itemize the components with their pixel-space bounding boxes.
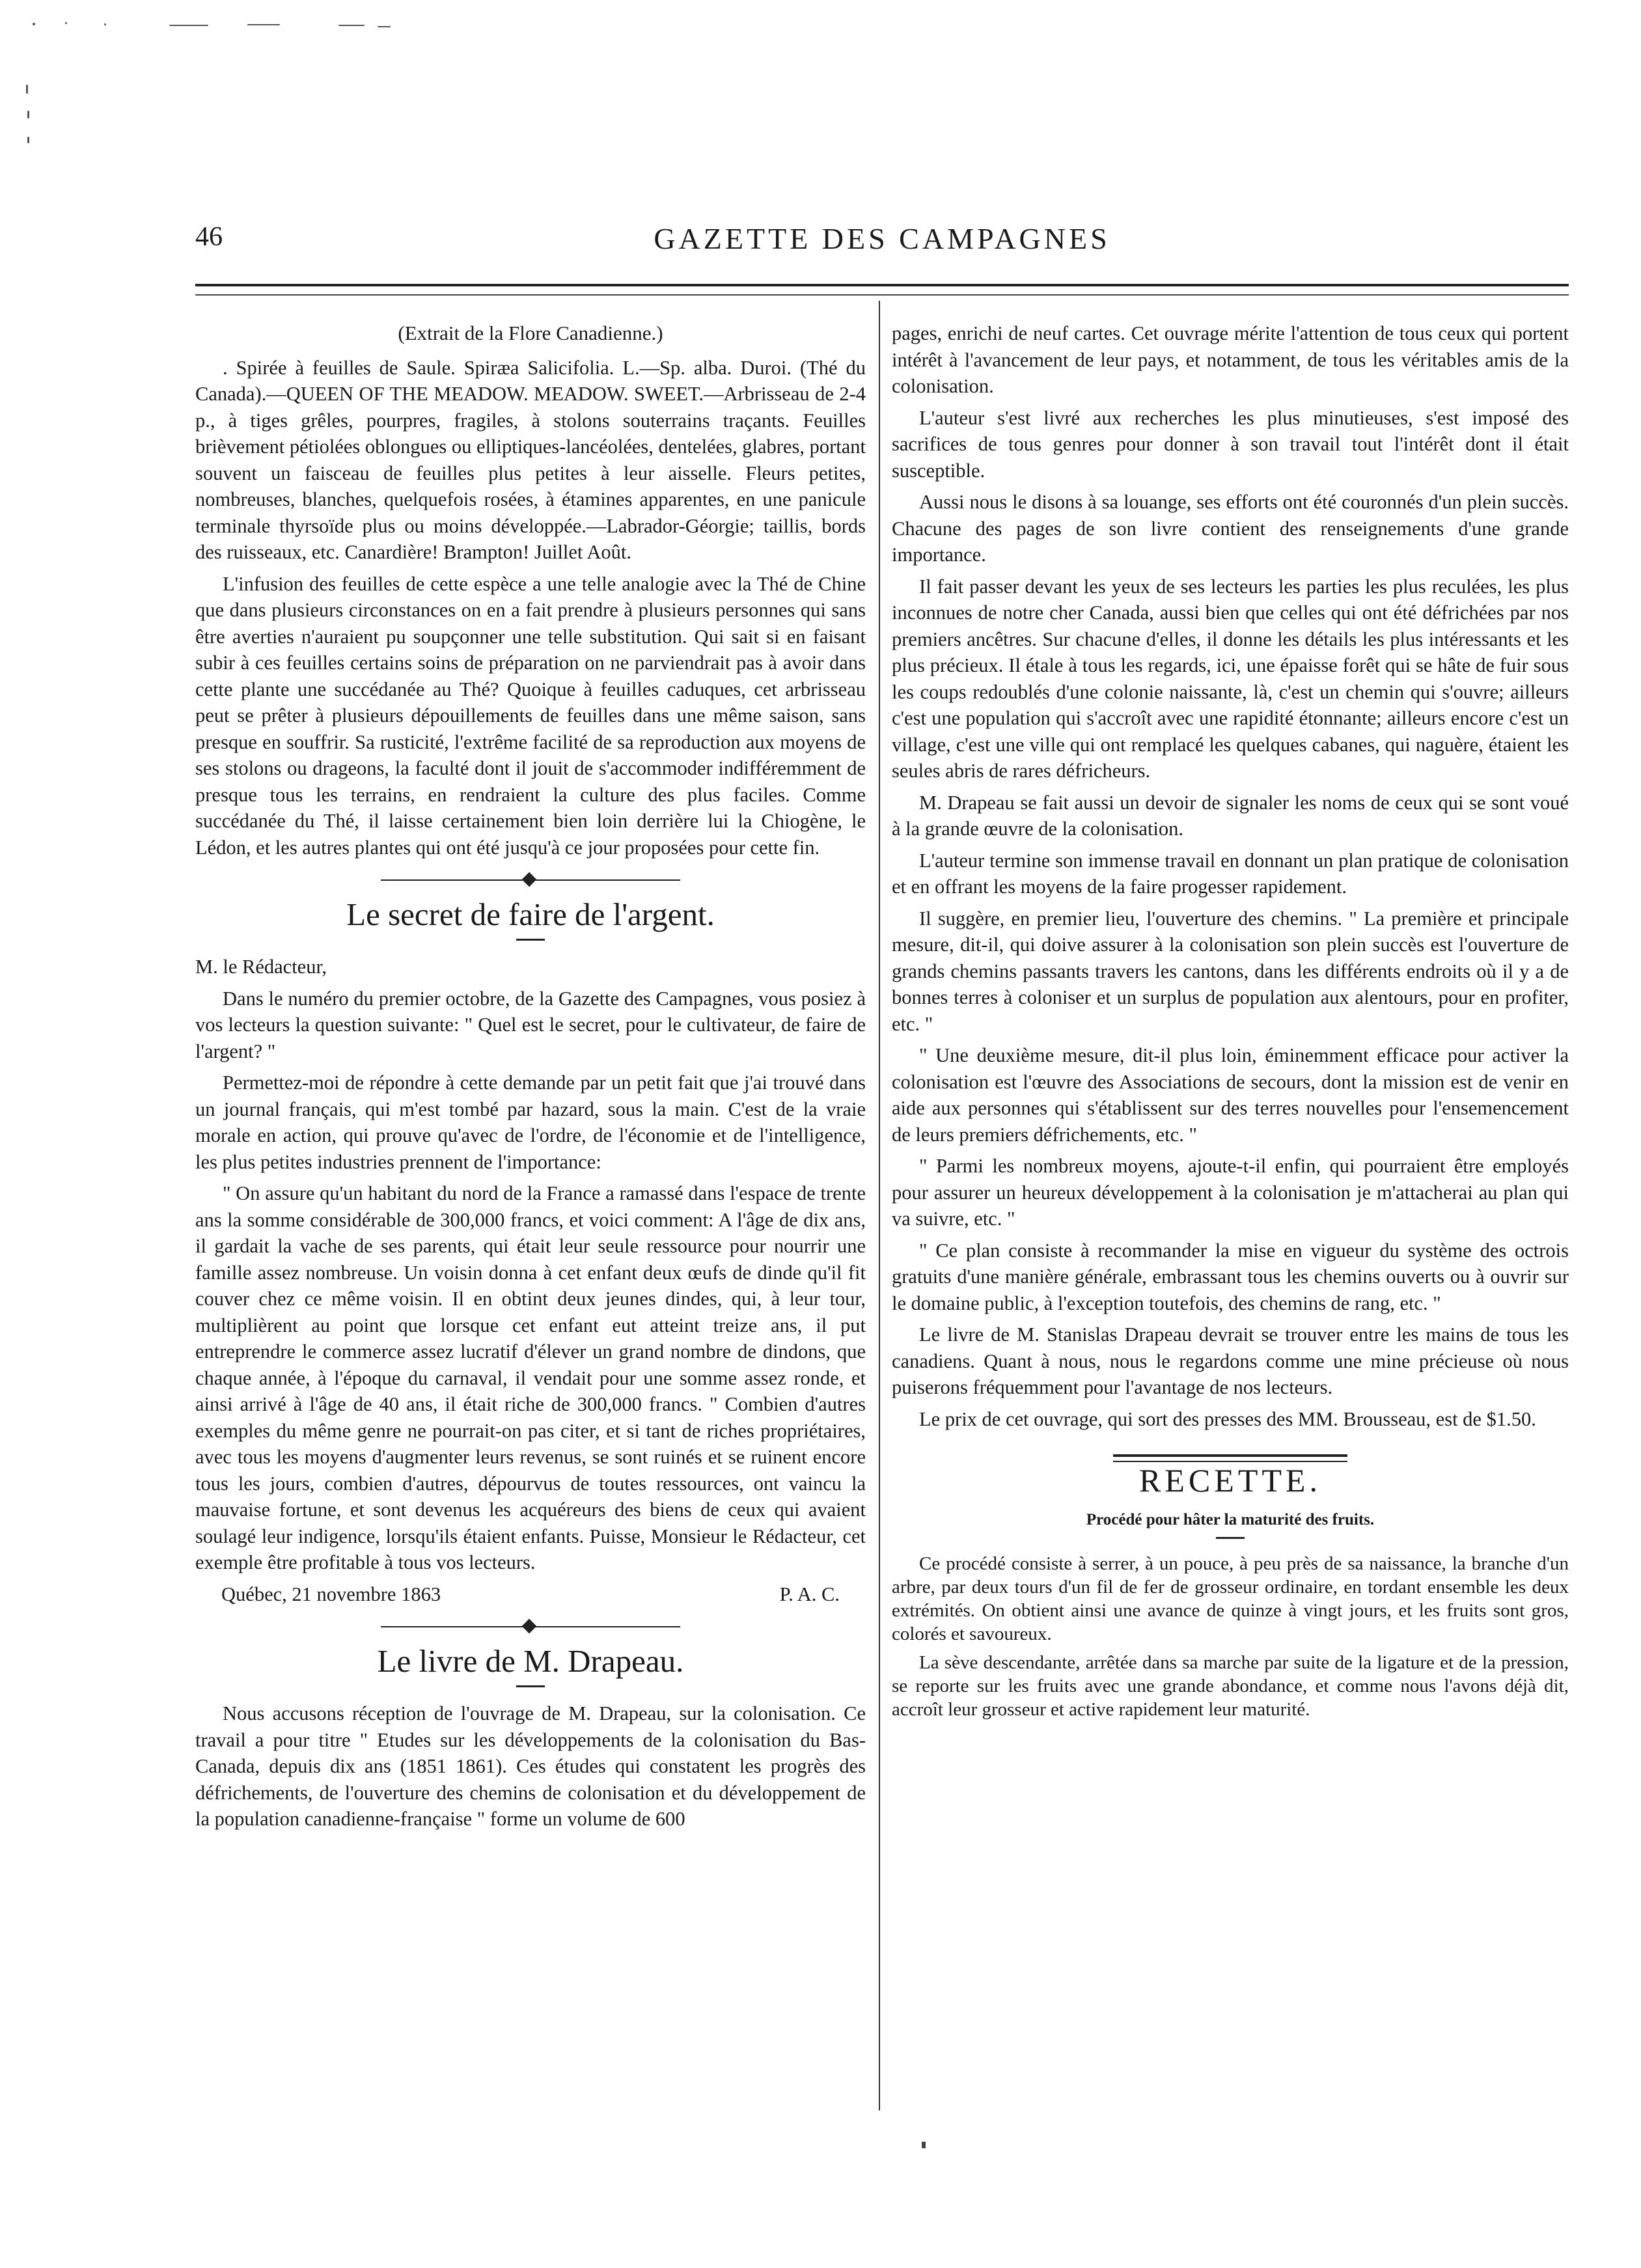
article-title-drapeau: Le livre de M. Drapeau. [377,1643,684,1679]
ornament-rule [381,874,680,887]
drapeau-paragraph: Il suggère, en premier lieu, l'ouverture des chemins. " La première et principale mesure, dit-il, qui doive assurer à la colonisation son plein succès est l'ouverture de grands chemins passants travers les cantons, dans les différents endroits où il y a de bonnes terres à coloniser et un surplus de population aux alentours, pour en profiter, etc. " [892,907,1569,1035]
spiree-infusion-paragraph: L'infusion des feuilles de cette espèce a une telle analogie avec la Thé de Chine que dans plusieurs circonstances on en a fait prendre à plusieurs personnes qui sans être averties n'auraient pu soupçonner une telle substitution. Qui sait si en faisant subir à ces feuilles certains soins de préparation on ne parviendrait pas à avoir dans cette plante une succédanée au Thé? Quoique à feuilles caduques, cet arbrisseau peut se prêter à plusieurs dépouillements de feuilles dans une même saison, sans presque en souffrir. Sa rusticité, l'extrême facilité de sa reproduction aux moyens de ses stolons ou drageons, la faculté dont il jouit de s'accommoder indifféremment de presque tous les terrains, en rendraient la culture des plus faciles. Comme succédanée du Thé, il laisse certainement bien loin derrière lui la Chiogène, le Lédon, et les autres plantes qui ont été jusqu'à ce jour proposées pour cette fin. [195,572,866,859]
drapeau-paragraph: " Ce plan consiste à recommander la mise en vigueur du système des octrois gratuits d'une manière générale, embrassant tous les chemins ouverts ou à ouvrir sur le domaine public, à l'exception toutefois, des chemins de rang, etc. " [892,1239,1569,1314]
header-rule [195,284,1569,296]
page-header [195,221,1569,267]
drapeau-paragraph: Aussi nous le disons à sa louange, ses efforts ont été couronnés d'un plein succès. Chacune des pages de son livre contient des renseignements d'une grande importance. [892,491,1569,566]
drapeau-paragraph: Nous accusons réception de l'ouvrage de M. Drapeau, sur la colonisation. Ce travail a pour titre " Etudes sur les développements de la colonisation du Bas-Canada, depuis dix ans (1851 1861). Ces études qui constatent les progrès des défrichements, de l'ouverture des chemins de colonisation et du développement de la population canadienne-française " forme un volume de 600 [195,1702,866,1830]
drapeau-paragraph: Le livre de M. Stanislas Drapeau devrait se trouver entre les mains de tous les canadiens. Quant à nous, nous le regardons comme une mine précieuse où nous puiserons fréquemment pour l'avantage de nos lecteurs. [892,1323,1569,1398]
salutation: M. le Rédacteur, [195,956,327,978]
recette-paragraph: Ce procédé consiste à serrer, à un pouce, à peu près de sa naissance, la branche d'un arbre, par deux tours d'un fil de fer de grosseur ordinaire, en tordant ensemble les deux extrémités. On obtient ainsi une avance de quinze à vingt jours, et les fruits sont gros, colorés et savoureux. [892,1553,1569,1644]
secret-paragraph: Permettez-moi de répondre à cette demande par un petit fait que j'ai trouvé dans un journal français, qui m'est tombé par hazard, sous la main. C'est de la vraie morale en action, qui prouve qu'avec de l'ordre, de l'économie et de l'intelligence, les plus petites industries prennent de l'importance: [195,1072,866,1173]
short-rule [1216,1537,1245,1539]
page-number: 46 [195,222,223,252]
drapeau-paragraph: " Une deuxième mesure, dit-il plus loin, éminemment efficace pour activer la colonisation est l'œuvre des Associations de secours, dont la mission est de venir en aide aux personnes qui s'établissent sur des terres nouvelles pour l'ensemencement de leurs premiers défrichements, etc. " [892,1044,1569,1146]
signature-place-date: Québec, 21 novembre 1863 [221,1583,441,1605]
recette-title: RECETTE. [1139,1462,1321,1499]
scan-speck [922,2142,926,2148]
secret-paragraph: Dans le numéro du premier octobre, de la Gazette des Campagnes, vous posiez à vos lecteurs la question suivante: " Quel est le secret, pour le cultivateur, de faire de l'argent? " [195,987,866,1062]
short-rule [516,939,545,941]
drapeau-paragraph: L'auteur s'est livré aux recherches les plus minutieuses, s'est imposé des sacrifices de tous genres pour donner à son travail tout l'intérêt dont il était susceptible. [892,406,1569,482]
column-divider [879,301,880,2110]
recette-subtitle: Procédé pour hâter la maturité des fruits. [1086,1510,1375,1528]
signature-initials: P. A. C. [779,1583,840,1605]
short-rule [516,1685,545,1687]
drapeau-paragraph: L'auteur termine son immense travail en donnant un plan pratique de colonisation et en offrant les moyens de la faire progesser rapidement. [892,849,1569,898]
drapeau-paragraph: Il fait passer devant les yeux de ses lecteurs les parties les plus reculées, les plus inconnues de notre cher Canada, aussi bien que celles qui ont été défrichées par nos premiers ancêtres. Sur chacune d'elles, il donne les détails les plus intéressants et les plus précieux. Il étale à tous les regards, ici, une épaisse forêt qui se hâte de fuir sous les coups redoublés d'une colonie naissante, là, c'est un chemin qui s'ouvre; ailleurs c'est une population qui s'accroît avec une rapidité étonnante; ailleurs encore c'est un village, c'est une ville qui ont remplacé les quelques cabanes, qui naguère, étaient les seules abris de rares défricheurs. [892,575,1569,782]
secret-paragraph: " On assure qu'un habitant du nord de la France a ramassé dans l'espace de trente ans la somme considérable de 300,000 francs, et voici comment: A l'âge de dix ans, il gardait la vache de ses parents, qui était leur seule ressource pour nourrir une famille assez nombreuse. Un voisin donna à cet enfant deux œufs de dinde qu'il fit couver chez ce même voisin. Il en obtint deux jeunes dindes, qui, à leur tour, multiplièrent au point que lorsque cet enfant eut atteint treize ans, il put entreprendre le commerce assez lucratif d'élever un grand nombre de dindons, que chaque année, à l'époque du carnaval, il vendait pour une somme assez ronde, et ainsi arrivé à l'âge de 40 ans, il était riche de 300,000 francs. " Combien d'autres exemples du même genre ne pourrait-on pas citer, et si tant de riches propriétaires, avec tous les moyens d'augmenter leurs revenus, se sont ruinés et se ruinent encore tous les jours, combien d'autres, dépourvus de toutes ressources, ont vaincu la mauvaise fortune, et sont devenus les acquéreurs des biens de ceux qui avaient soulagé leur indigence, lorsqu'ils étaient enfants. Puisse, Monsieur le Rédacteur, cet exemple être profitable à tous vos lecteurs. [195,1182,866,1573]
signature-line [195,1581,866,1608]
drapeau-paragraph: " Parmi les nombreux moyens, ajoute-t-il enfin, qui pourraient être employés pour assurer un heureux développement à la colonisation je m'attacherai au plan qui va suivre, etc. " [892,1155,1569,1230]
drapeau-continued: pages, enrichi de neuf cartes. Cet ouvrage mérite l'attention de tous ceux qui portent intérêt à l'avancement de leur pays, et notamment, de tous les véritables amis de la colonisation. [892,322,1569,397]
article-title-secret: Le secret de faire de l'argent. [346,896,715,932]
recette-paragraph: La sève descendante, arrêtée dans sa marche par suite de la ligature et de la pression, se reporte sur les fruits avec une grande abondance, et comme nous l'avons déjà dit, accroît leur grosseur et active rapidement leur maturité. [892,1652,1569,1720]
running-title: GAZETTE DES CAMPAGNES [654,222,1110,255]
double-rule [1113,1454,1347,1462]
drapeau-paragraph: Le prix de cet ouvrage, qui sort des presses des MM. Brousseau, est de $1.50. [919,1407,1536,1430]
drapeau-paragraph: M. Drapeau se fait aussi un devoir de signaler les noms de ceux qui se sont voué à la grande œuvre de la colonisation. [892,791,1569,840]
right-column [892,320,1569,1726]
scan-specks [26,13,547,143]
left-column [195,320,866,1838]
ornament-rule [381,1620,680,1633]
spiree-description: . Spirée à feuilles de Saule. Spiræa Salicifolia. L.—Sp. alba. Duroi. (Thé du Canada).—QUEEN OF THE MEADOW. MEADOW. SWEET.—Arbrisseau de 2-4 p., à tiges grêles, pourpres, fragiles, à stolons souterrains traçants. Feuilles brièvement pétiolées oblongues ou elliptiques-lancéolées, dentelées, glabres, portant souvent un faisceau de feuilles plus petites à leur aisselle. Fleurs petites, nombreuses, blanches, quelquefois rosées, à étamines apparentes, en une panicule terminale thyrsoïde plus ou moins développée.—Labrador-Géorgie; taillis, bords des ruisseaux, etc. Canardière! Brampton! Juillet Août. [195,356,866,563]
source-note: (Extrait de la Flore Canadienne.) [398,322,663,344]
